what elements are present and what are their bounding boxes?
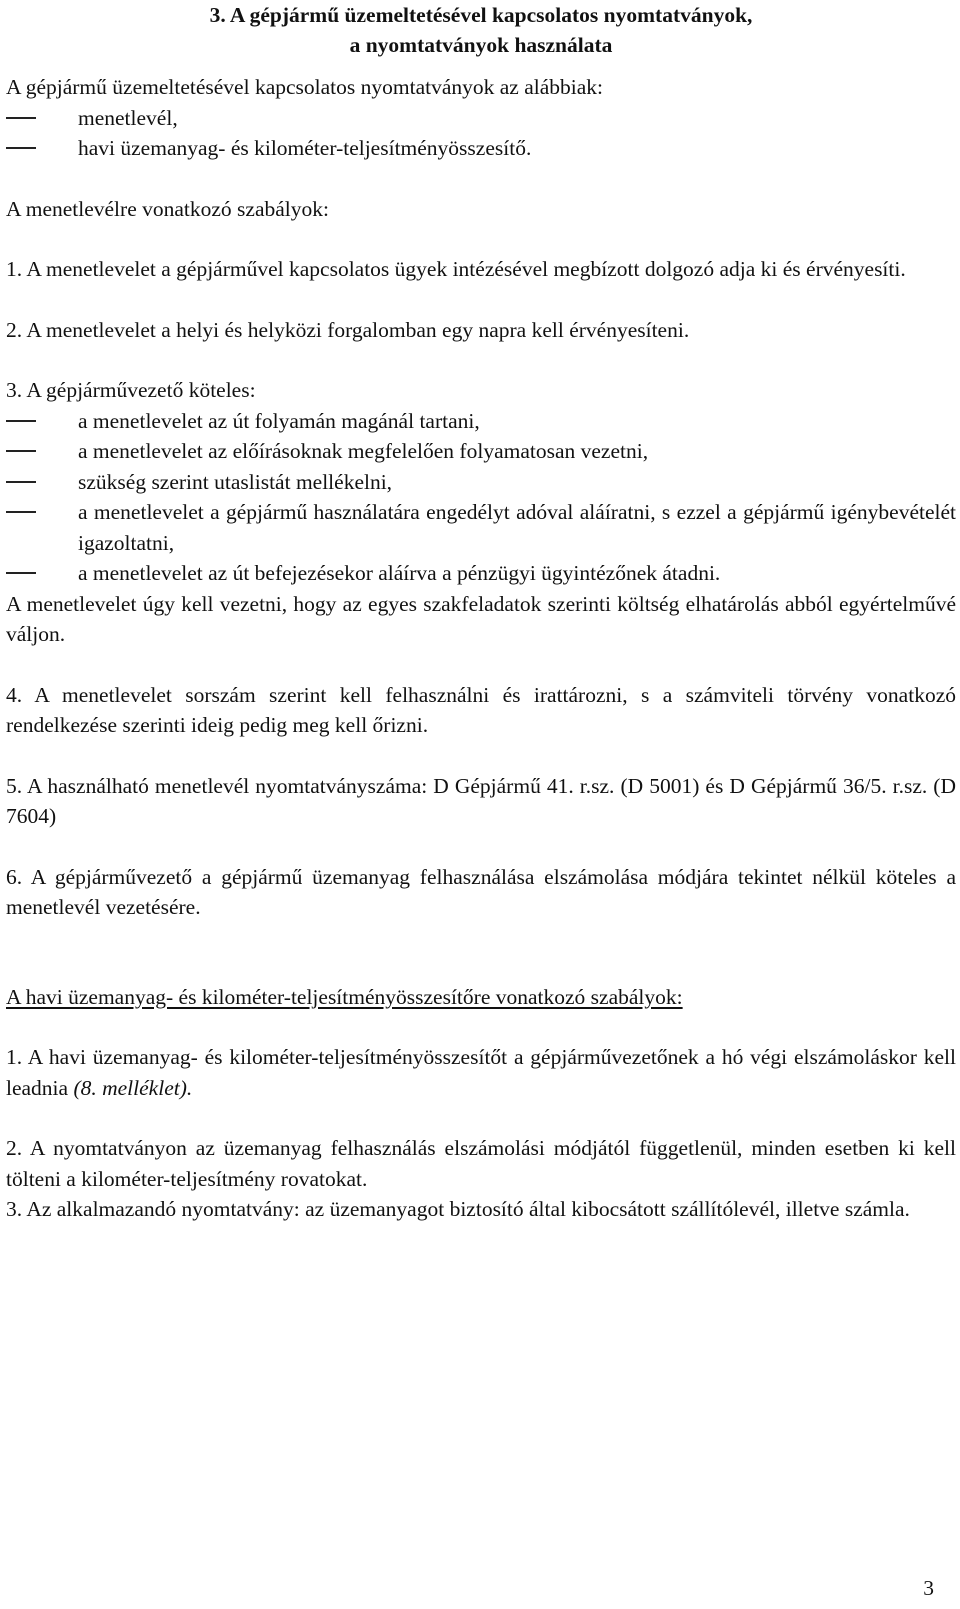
section2-rule-2: 2. A nyomtatványon az üzemanyag felhasználás elszámolási módjától függetlenül, minden esetben ki kell tölteni a kilométer-teljesítmény rovatokat. bbox=[6, 1136, 956, 1191]
section2-rule-1: 1. A havi üzemanyag- és kilométer-teljesítményösszesítőt a gépjárművezetőnek a hó végi elszámoláskor kell leadnia (8. melléklet). bbox=[6, 1045, 956, 1100]
intro-list bbox=[6, 103, 956, 164]
dash-bullet-icon bbox=[6, 147, 36, 149]
section1-rule-5: 5. A használható menetlevél nyomtatványszáma: D Gépjármű 41. r.sz. (D 5001) és D Gépjármű 36/5. r.sz. (D 7604) bbox=[6, 773, 956, 828]
annex-reference: (8. melléklet). bbox=[73, 1075, 193, 1100]
section1-rule-4: 4. A menetlevelet sorszám szerint kell felhasználni és irattározni, s a számviteli törvény vonatkozó rendelkezése szerinti ideig pedig meg kell őrizni. bbox=[6, 682, 956, 737]
section2-rule-3: 3. Az alkalmazandó nyomtatvány: az üzemanyagot biztosító által kibocsátott szállítólevél, illetve számla. bbox=[6, 1197, 910, 1221]
dash-bullet-icon bbox=[6, 117, 36, 119]
dash-bullet-icon bbox=[6, 572, 36, 574]
intro-text: A gépjármű üzemeltetésével kapcsolatos nyomtatványok az alábbiak: bbox=[6, 75, 604, 99]
section1-rule-3-note: A menetlevelet úgy kell vezetni, hogy az egyes szakfeladatok szerinti költség elhatárolás abból egyértelművé váljon. bbox=[6, 591, 956, 646]
section1-rule-3-lead: 3. A gépjárművezető köteles: bbox=[6, 378, 256, 402]
document-title bbox=[6, 0, 956, 60]
section1-heading: A menetlevélre vonatkozó szabályok: bbox=[6, 196, 329, 221]
dash-bullet-icon bbox=[6, 450, 36, 452]
page-number: 3 bbox=[923, 1575, 934, 1600]
list-item: a menetlevelet az előírásoknak megfelelően folyamatosan vezetni, bbox=[6, 436, 956, 467]
dash-bullet-icon bbox=[6, 481, 36, 483]
dash-bullet-icon bbox=[6, 420, 36, 422]
rule-3-list bbox=[6, 406, 956, 589]
list-item: a menetlevelet a gépjármű használatára engedélyt adóval aláíratni, s ezzel a gépjármű igénybevételét igazoltatni, bbox=[6, 497, 956, 558]
section1-rule-6: 6. A gépjárművezető a gépjármű üzemanyag felhasználása elszámolása módjára tekintet nélkül köteles a menetlevél vezetésére. bbox=[6, 864, 956, 919]
section2-heading: A havi üzemanyag- és kilométer-teljesítményösszesítőre vonatkozó szabályok: bbox=[6, 984, 683, 1009]
list-item: szükség szerint utaslistát mellékelni, bbox=[6, 467, 956, 498]
list-item: havi üzemanyag- és kilométer-teljesítményösszesítő. bbox=[6, 133, 956, 164]
dash-bullet-icon bbox=[6, 511, 36, 513]
list-item: menetlevél, bbox=[6, 103, 956, 134]
list-item: a menetlevelet az út folyamán magánál tartani, bbox=[6, 406, 956, 437]
document-page bbox=[6, 0, 956, 1225]
list-item: a menetlevelet az út befejezésekor aláírva a pénzügyi ügyintézőnek átadni. bbox=[6, 558, 956, 589]
title-line-1: 3. A gépjármű üzemeltetésével kapcsolatos nyomtatványok, bbox=[209, 3, 753, 27]
title-line-2: a nyomtatványok használata bbox=[349, 33, 613, 57]
section1-rule-1: 1. A menetlevelet a gépjárművel kapcsolatos ügyek intézésével megbízott dolgozó adja ki és érvényesíti. bbox=[6, 257, 906, 281]
section1-rule-2: 2. A menetlevelet a helyi és helyközi forgalomban egy napra kell érvényesíteni. bbox=[6, 317, 690, 342]
